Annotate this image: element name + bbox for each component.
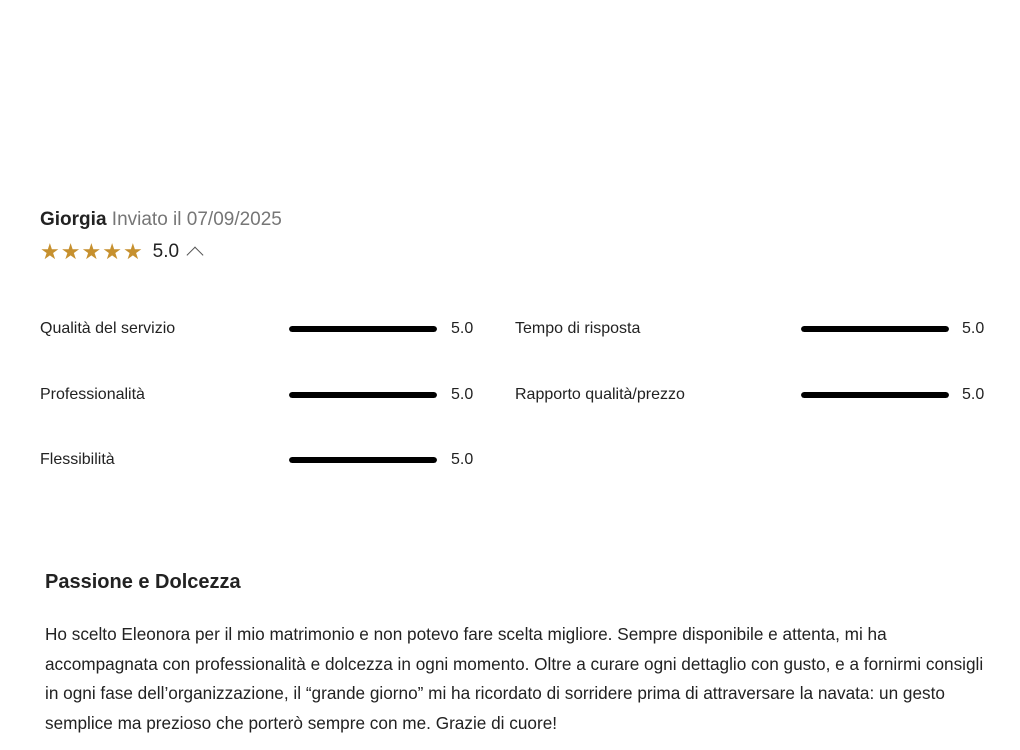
star-icon: ★	[81, 239, 102, 264]
criterion-bar-fill	[289, 392, 437, 398]
criterion-bar-fill	[801, 326, 949, 332]
star-icon: ★	[60, 239, 81, 264]
star-icon: ★	[40, 239, 60, 264]
review-date: Inviato il 07/09/2025	[111, 209, 282, 230]
criterion-flessibilita	[40, 450, 480, 470]
star-rating	[40, 241, 143, 263]
overall-rating	[40, 240, 201, 264]
criterion-value: 5.0	[451, 451, 474, 468]
criterion-bar	[801, 326, 949, 332]
criterion-bar	[801, 392, 949, 398]
criterion-value: 5.0	[962, 320, 985, 337]
criterion-tempo-risposta	[515, 319, 995, 339]
criterion-value: 5.0	[451, 320, 474, 337]
criterion-bar-fill	[289, 457, 437, 463]
criterion-label: Tempo di risposta	[515, 320, 641, 337]
overall-score: 5.0	[152, 241, 180, 262]
criterion-label: Rapporto qualità/prezzo	[515, 386, 685, 403]
reviewer-name: Giorgia	[40, 209, 107, 230]
review-body: Ho scelto Eleonora per il mio matrimonio e non potevo fare scelta migliore. Sempre disponibile e attenta, mi ha accompagnata con professionalità e dolcezza in ogni momento. Oltre a curare ogni dettaglio con gusto, e a fornirmi consigli in ogni fase dell’organizzazione, il “grande giorno” mi ha ricordato di sorridere prima di attraversare la navata: un gesto semplice ma prezioso che porterò sempre con me. Grazie di cuore!	[45, 624, 984, 733]
criterion-label: Flessibilità	[40, 451, 115, 468]
criterion-bar	[289, 457, 437, 463]
criterion-qualita-servizio	[40, 319, 480, 339]
criterion-bar	[289, 326, 437, 332]
criterion-value: 5.0	[962, 386, 985, 403]
review-title: Passione e Dolcezza	[45, 571, 241, 593]
criterion-rapporto-qualita-prezzo	[515, 385, 995, 405]
star-icon: ★	[102, 239, 122, 264]
criterion-label: Qualità del servizio	[40, 320, 176, 337]
criterion-bar	[289, 392, 437, 398]
star-icon: ★	[122, 239, 143, 264]
criterion-bar-fill	[289, 326, 437, 332]
criterion-value: 5.0	[451, 386, 474, 403]
criterion-bar-fill	[801, 392, 949, 398]
criterion-professionalita	[40, 385, 480, 405]
review-header	[40, 208, 282, 232]
criterion-label: Professionalità	[40, 386, 145, 403]
chevron-up-icon[interactable]	[187, 247, 204, 264]
